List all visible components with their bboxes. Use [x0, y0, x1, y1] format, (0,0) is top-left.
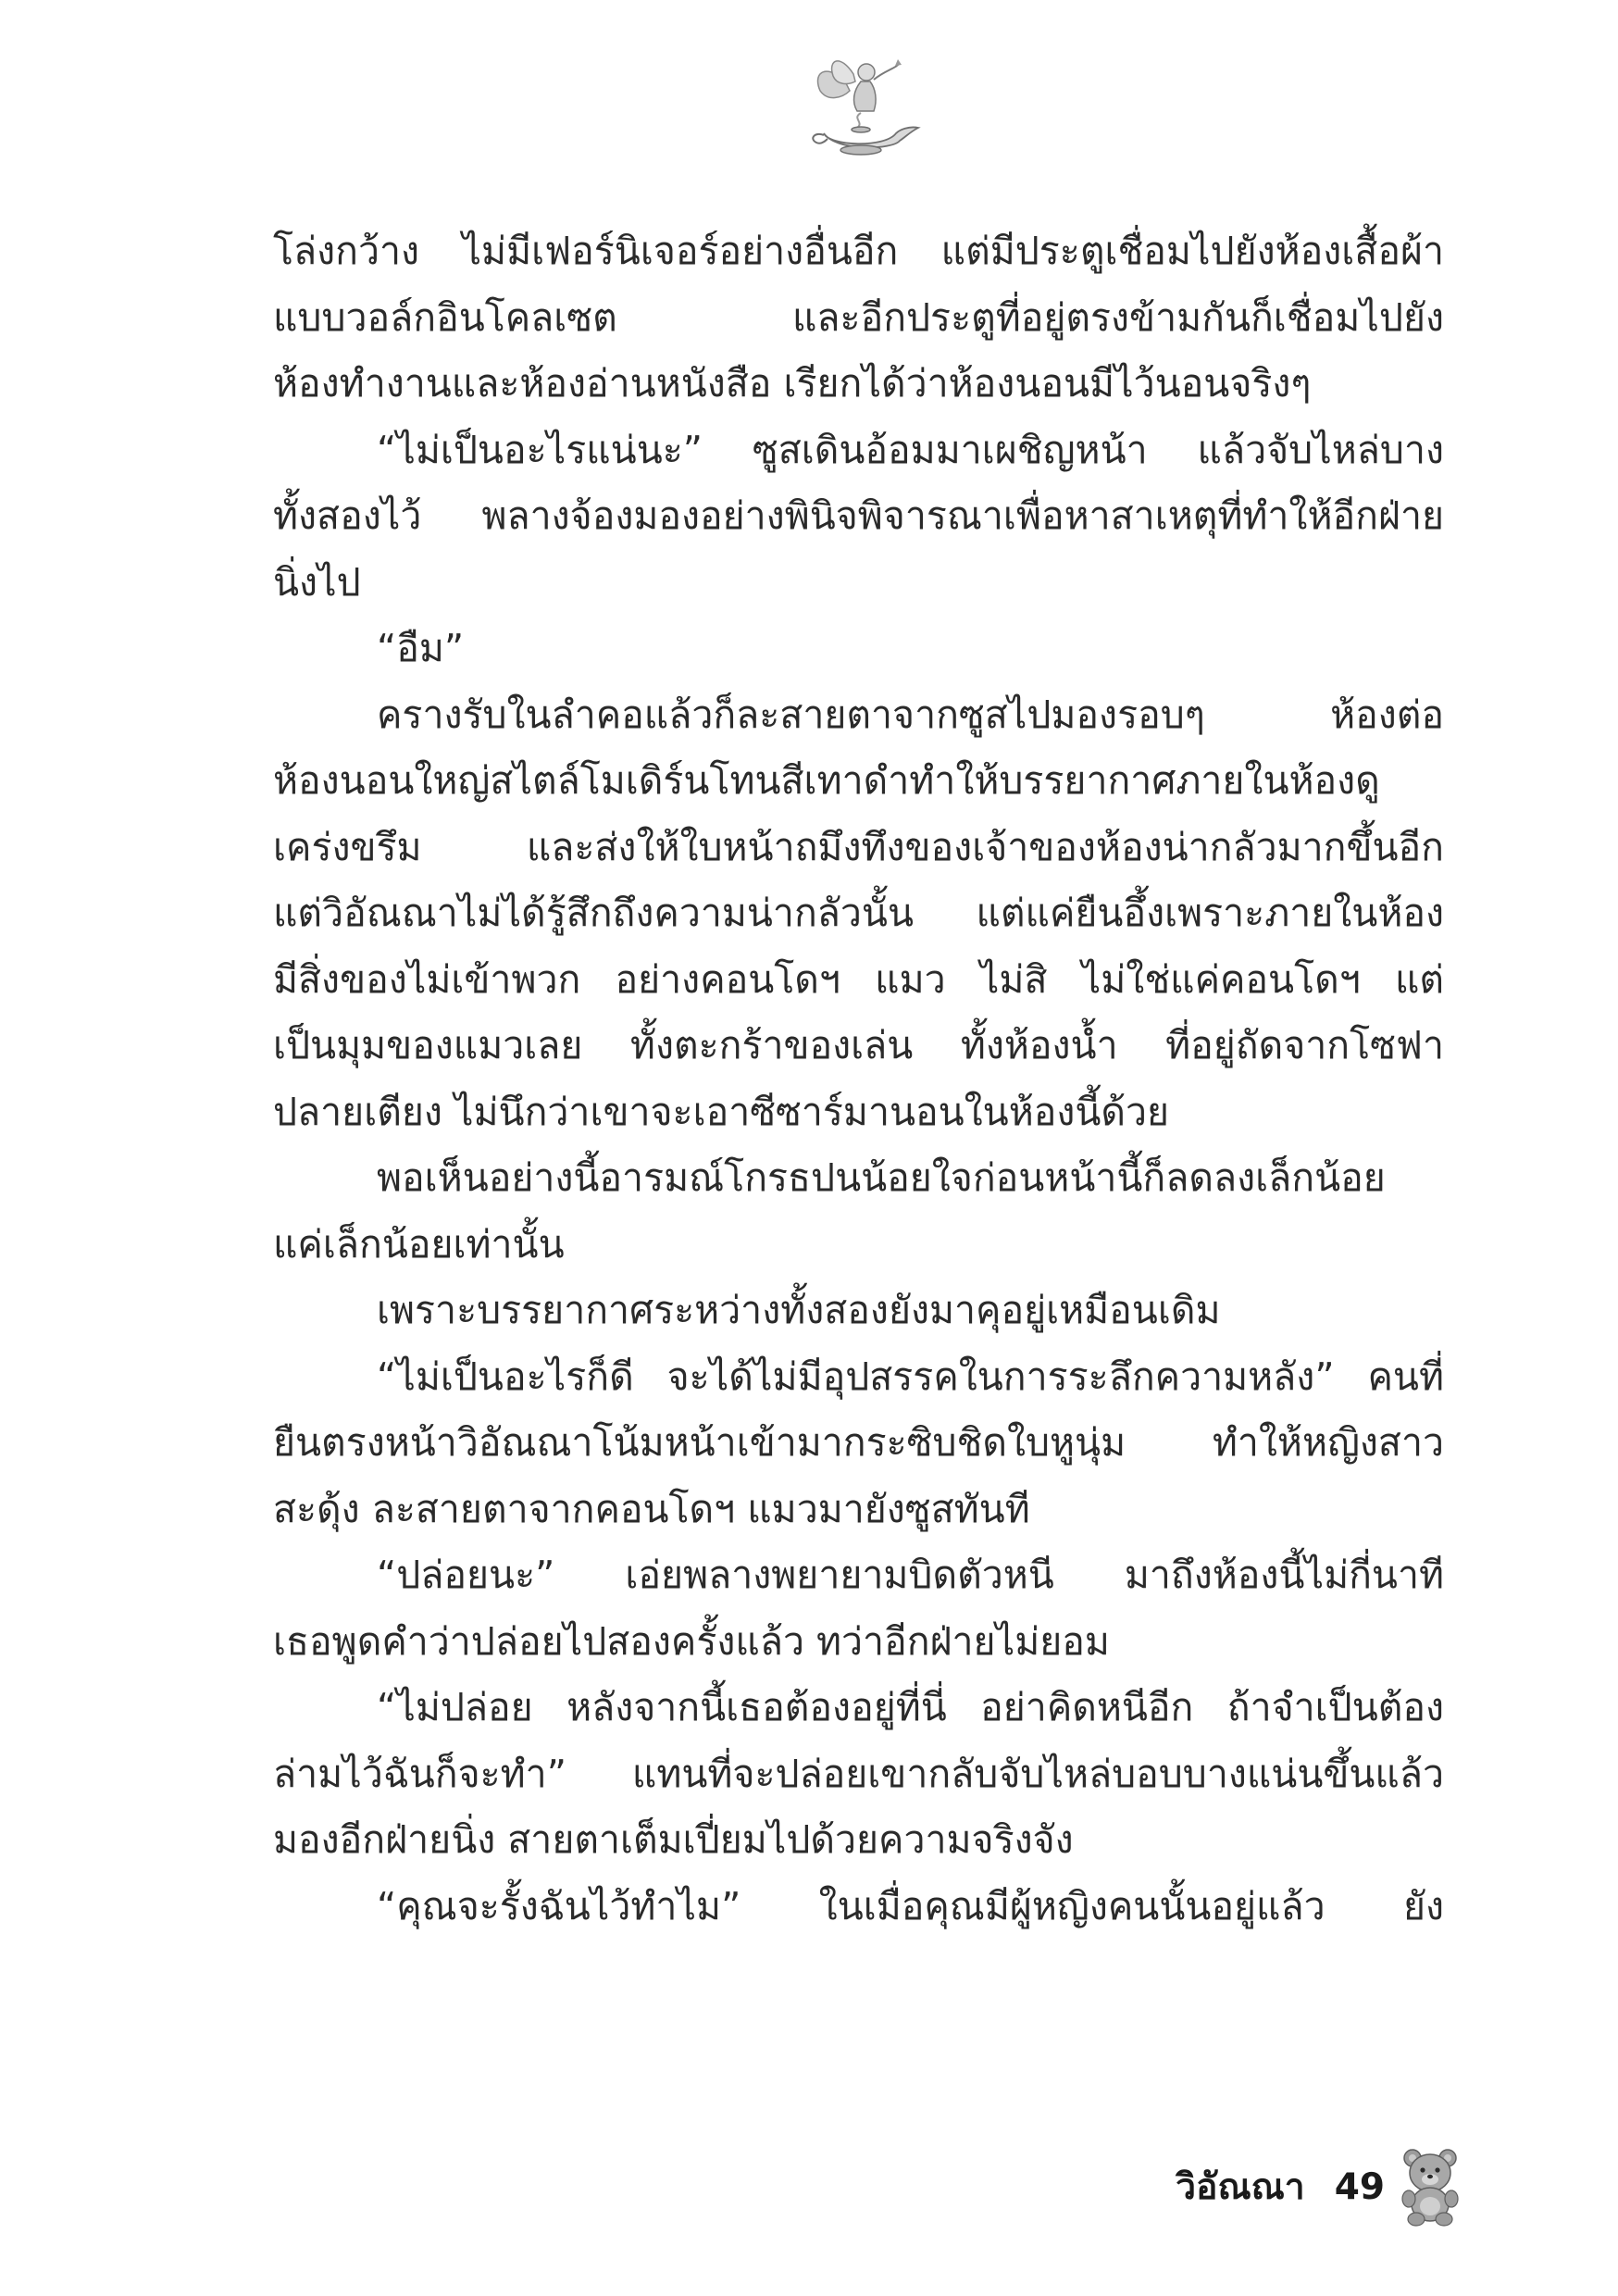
- page-number: 49: [1334, 2165, 1385, 2208]
- text-line: ล่ามไว้ฉันก็จะทำ” แทนที่จะปล่อยเขากลับจับไหล่บอบบางแน่นขึ้นแล้ว: [273, 1751, 1444, 1796]
- text-line: “ปล่อยนะ” เอ่ยพลางพยายามบิดตัวหนี มาถึงห้องนี้ไม่กี่นาที: [377, 1553, 1444, 1597]
- body-text: [273, 218, 1444, 1940]
- text-line: มีสิ่งของไม่เข้าพวก อย่างคอนโดฯ แมว ไม่สิ ไม่ใช่แค่คอนโดฯ แต่: [273, 956, 1444, 1002]
- text-line: แค่เล็กน้อยเท่านั้น: [273, 1221, 565, 1267]
- text-line: ห้องนอนใหญ่สไตล์โมเดิร์นโทนสีเทาดำทำให้บรรยากาศภายในห้องดู: [273, 758, 1380, 803]
- text-line: ห้องทำงานและห้องอ่านหนังสือ เรียกได้ว่าห้องนอนมีไว้นอนจริงๆ: [273, 361, 1312, 406]
- text-line: “คุณจะรั้งฉันไว้ทำไม” ในเมื่อคุณมีผู้หญิงคนนั้นอยู่แล้ว ยัง: [377, 1883, 1444, 1928]
- text-line: เป็นมุมของแมวเลย ทั้งตะกร้าของเล่น ทั้งห้องน้ำ ที่อยู่ถัดจากโซฟา: [273, 1023, 1444, 1067]
- text-line: “อืม”: [377, 626, 465, 670]
- text-line: พอเห็นอย่างนี้อารมณ์โกรธปนน้อยใจก่อนหน้านี้ก็ลดลงเล็กน้อย: [377, 1155, 1386, 1200]
- text-line: ยืนตรงหน้าวิอัณณาโน้มหน้าเข้ามากระซิบชิดใบหูนุ่ม ทำให้หญิงสาว: [273, 1420, 1444, 1465]
- text-line: แบบวอล์กอินโคลเซต และอีกประตูที่อยู่ตรงข้ามกันก็เชื่อมไปยัง: [273, 294, 1444, 340]
- text-line: “ไม่เป็นอะไรก็ดี จะได้ไม่มีอุปสรรคในการระลึกความหลัง” คนที่: [377, 1354, 1444, 1399]
- angel-genie-lamp-icon: [796, 54, 926, 157]
- page-footer: [1176, 2140, 1462, 2233]
- book-title: วิอัณณา: [1176, 2166, 1305, 2208]
- text-line: “ไม่ปล่อย หลังจากนี้เธอต้องอยู่ที่นี่ อย่าคิดหนีอีก ถ้าจำเป็นต้อง: [377, 1685, 1444, 1729]
- text-line: สะดุ้ง ละสายตาจากคอนโดฯ แมวมายังซูสทันที: [273, 1486, 1030, 1531]
- text-line: “ไม่เป็นอะไรแน่นะ” ซูสเดินอ้อมมาเผชิญหน้า แล้วจับไหล่บาง: [377, 427, 1444, 472]
- text-line: เธอพูดคำว่าปล่อยไปสองครั้งแล้ว ทว่าอีกฝ่ายไม่ยอม: [273, 1618, 1110, 1664]
- text-line: ปลายเตียง ไม่นึกว่าเขาจะเอาซีซาร์มานอนในห้องนี้ด้วย: [273, 1089, 1170, 1134]
- text-line: ครางรับในลำคอแล้วก็ละสายตาจากซูสไปมองรอบๆ ห้องต่อ: [377, 692, 1444, 737]
- text-line: มองอีกฝ่ายนิ่ง สายตาเต็มเปี่ยมไปด้วยความจริงจัง: [273, 1817, 1074, 1862]
- teddy-bear-icon: [1398, 2147, 1462, 2227]
- text-line: เคร่งขรึม และส่งให้ใบหน้าถมึงทึงของเจ้าของห้องน่ากลัวมากขึ้นอีก: [273, 824, 1444, 869]
- text-line: เพราะบรรยากาศระหว่างทั้งสองยังมาคุอยู่เหมือนเดิม: [377, 1288, 1221, 1332]
- text-line: ทั้งสองไว้ พลางจ้องมองอย่างพินิจพิจารณาเพื่อหาสาเหตุที่ทำให้อีกฝ่าย: [273, 493, 1444, 538]
- text-line: แต่วิอัณณาไม่ได้รู้สึกถึงความน่ากลัวนั้น แต่แค่ยืนอึ้งเพราะภายในห้อง: [273, 891, 1444, 935]
- text-line: นิ่งไป: [273, 559, 361, 605]
- text-line: โล่งกว้าง ไม่มีเฟอร์นิเจอร์อย่างอื่นอีก แต่มีประตูเชื่อมไปยังห้องเสื้อผ้า: [273, 229, 1444, 273]
